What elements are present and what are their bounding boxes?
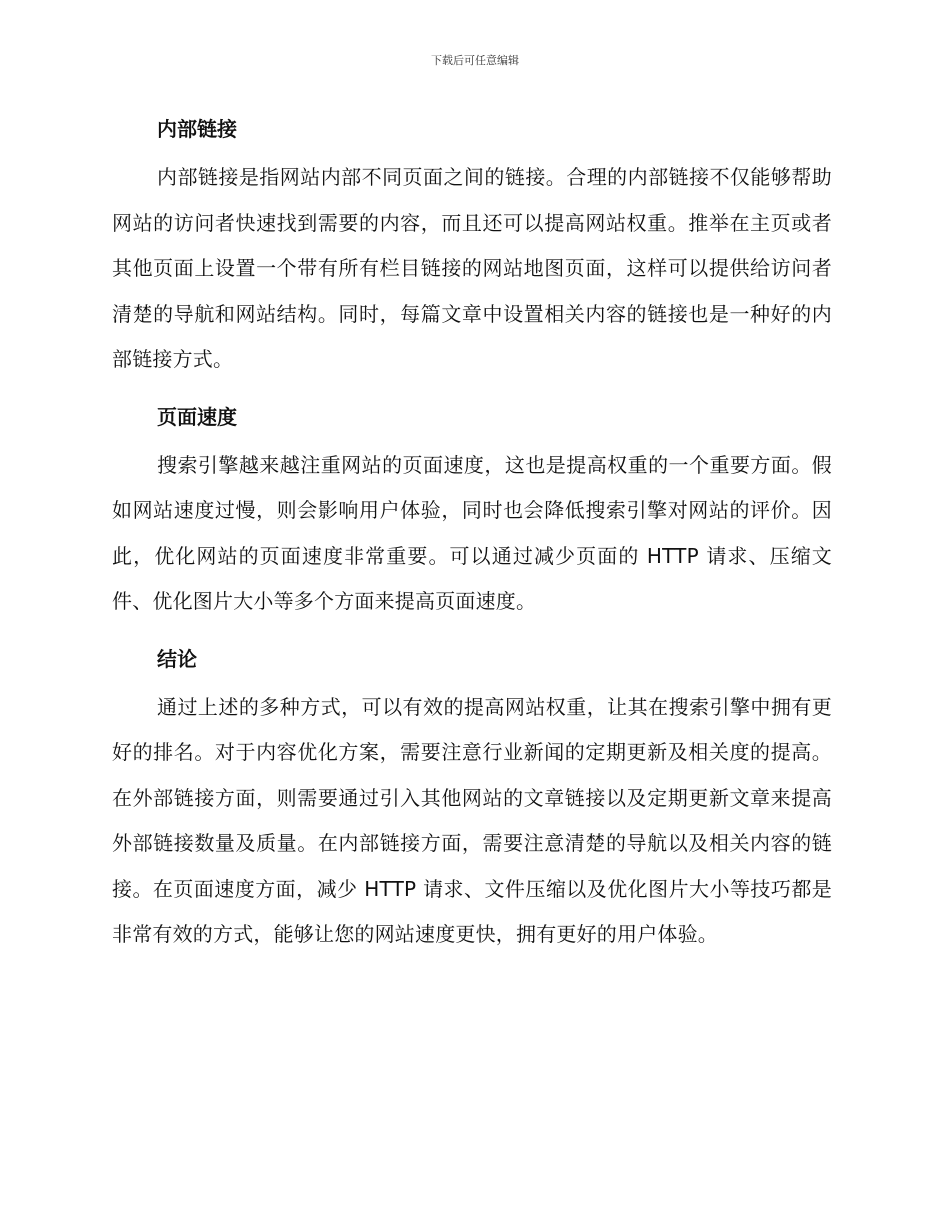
section-internal-links: [112, 113, 832, 383]
document-body: [112, 113, 832, 958]
header-note: 下载后可任意编辑: [431, 54, 519, 67]
section-heading: 结论: [157, 646, 197, 671]
section-page-speed: [112, 401, 832, 625]
section-paragraph: 通过上述的多种方式，可以有效的提高网站权重，让其在搜索引擎中拥有更好的排名。对于内容优化方案，需要注意行业新闻的定期更新及相关度的提高。在外部链接方面，则需要通过引入其他网站的文章链接以及定期更新文章来提高外部链接数量及质量。在内部链接方面，需要注意清楚的导航以及相关内容的链接。在页面速度方面，减少 HTTP 请求、文件压缩以及优化图片大小等技巧都是非常有效的方式，能够让您的网站速度更快，拥有更好的用户体验。: [112, 694, 832, 946]
section-conclusion: [112, 643, 832, 958]
section-heading: 内部链接: [157, 117, 237, 141]
section-paragraph: 搜索引擎越来越注重网站的页面速度，这也是提高权重的一个重要方面。假如网站速度过慢，则会影响用户体验，同时也会降低搜索引擎对网站的评价。因此，优化网站的页面速度非常重要。可以通过减少页面的 HTTP 请求、压缩文件、优化图片大小等多个方面来提高页面速度。: [112, 452, 832, 613]
section-heading: 页面速度: [157, 404, 237, 429]
section-paragraph: 内部链接是指网站内部不同页面之间的链接。合理的内部链接不仅能够帮助网站的访问者快速找到需要的内容，而且还可以提高网站权重。推举在主页或者其他页面上设置一个带有所有栏目链接的网站地图页面，这样可以提供给访问者清楚的导航和网站结构。同时，每篇文章中设置相关内容的链接也是一种好的内部链接方式。: [112, 165, 832, 371]
